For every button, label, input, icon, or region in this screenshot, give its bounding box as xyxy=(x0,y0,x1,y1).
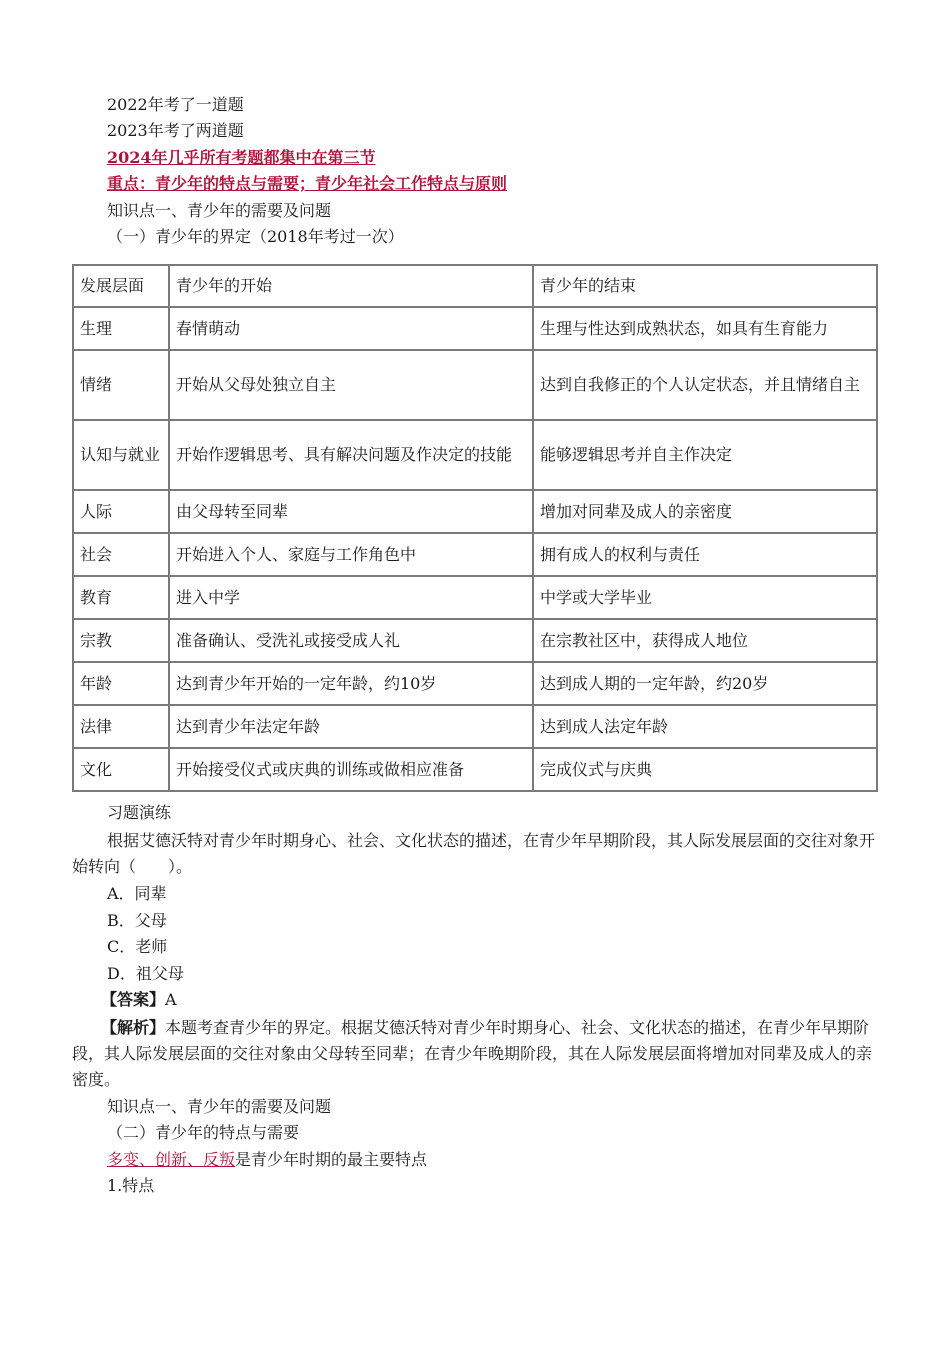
analysis-text: 本题考查青少年的界定。根据艾德沃特对青少年时期身心、社会、文化状态的描述，在青少年早期阶段，其人际发展层面的交往对象由父母转至同辈；在青少年晚期阶段，其在人际发展层面将增加对同辈及成人的亲密度。 xyxy=(72,1018,873,1089)
table-cell: 生理 xyxy=(73,307,169,350)
table-row xyxy=(73,705,877,748)
answer-line xyxy=(101,989,177,1011)
table-cell: 情绪 xyxy=(73,350,169,420)
adolescence-definition-table xyxy=(72,264,878,792)
table-header-cell: 青少年的开始 xyxy=(169,265,533,307)
table-cell: 开始从父母处独立自主 xyxy=(169,350,533,420)
exercise-question: 根据艾德沃特对青少年时期身心、社会、文化状态的描述，在青少年早期阶段，其人际发展层面的交往对象开始转向（ ）。 xyxy=(72,831,876,876)
features-subheading: 1.特点 xyxy=(107,1176,155,1195)
answer-value: A xyxy=(165,990,177,1009)
table-cell: 增加对同辈及成人的亲密度 xyxy=(533,490,877,533)
intro-line-2024-highlight: 2024年几乎所有考题都集中在第三节 xyxy=(107,148,376,167)
table-row xyxy=(73,576,877,619)
table-cell: 中学或大学毕业 xyxy=(533,576,877,619)
table-cell: 年龄 xyxy=(73,662,169,705)
table-cell: 达到自我修正的个人认定状态，并且情绪自主 xyxy=(533,350,877,420)
table-cell: 在宗教社区中，获得成人地位 xyxy=(533,619,877,662)
option-c: C．老师 xyxy=(107,937,168,956)
intro-line-2022: 2022年考了一道题 xyxy=(107,95,244,114)
key-points-highlight: 重点：青少年的特点与需要；青少年社会工作特点与原则 xyxy=(107,174,508,193)
table-row xyxy=(73,533,877,576)
table-row xyxy=(73,307,877,350)
table-row xyxy=(73,350,877,420)
table-cell: 达到青少年开始的一定年龄，约10岁 xyxy=(169,662,533,705)
table-header-cell: 发展层面 xyxy=(73,265,169,307)
table-row xyxy=(73,490,877,533)
table-cell: 法律 xyxy=(73,705,169,748)
table-cell: 文化 xyxy=(73,748,169,791)
table-cell: 能够逻辑思考并自主作决定 xyxy=(533,420,877,490)
features-rest: 是青少年时期的最主要特点 xyxy=(235,1150,428,1169)
table-row xyxy=(73,619,877,662)
intro-line-2023: 2023年考了两道题 xyxy=(107,121,244,140)
table-cell: 认知与就业 xyxy=(73,420,169,490)
table-cell: 进入中学 xyxy=(169,576,533,619)
table-cell: 生理与性达到成熟状态，如具有生育能力 xyxy=(533,307,877,350)
analysis-label: 【解析】 xyxy=(101,1018,166,1037)
table-row xyxy=(73,662,877,705)
table-cell: 春情萌动 xyxy=(169,307,533,350)
features-highlight: 多变、创新、反叛 xyxy=(107,1150,236,1169)
table-cell: 由父母转至同辈 xyxy=(169,490,533,533)
table-cell: 准备确认、受洗礼或接受成人礼 xyxy=(169,619,533,662)
knowledge-point-heading-2: 知识点一、青少年的需要及问题 xyxy=(107,1097,332,1116)
analysis-paragraph xyxy=(72,1015,878,1093)
table-cell: 达到成人期的一定年龄，约20岁 xyxy=(533,662,877,705)
option-a: A．同辈 xyxy=(107,884,167,903)
table-cell: 达到成人法定年龄 xyxy=(533,705,877,748)
table-cell: 完成仪式与庆典 xyxy=(533,748,877,791)
table-cell: 开始作逻辑思考、具有解决问题及作决定的技能 xyxy=(169,420,533,490)
table-cell: 宗教 xyxy=(73,619,169,662)
table-cell: 开始进入个人、家庭与工作角色中 xyxy=(169,533,533,576)
table-header-cell: 青少年的结束 xyxy=(533,265,877,307)
exercise-heading: 习题演练 xyxy=(107,803,172,822)
main-features-line xyxy=(107,1149,427,1171)
table-cell: 开始接受仪式或庆典的训练或做相应准备 xyxy=(169,748,533,791)
table-header-row xyxy=(73,265,877,307)
option-d: D．祖父母 xyxy=(107,964,184,983)
answer-label: 【答案】 xyxy=(101,990,166,1009)
table-cell: 人际 xyxy=(73,490,169,533)
table-cell: 社会 xyxy=(73,533,169,576)
knowledge-point-heading: 知识点一、青少年的需要及问题 xyxy=(107,201,332,220)
subsection-heading-definition: （一）青少年的界定（2018年考过一次） xyxy=(107,227,404,246)
table-cell: 达到青少年法定年龄 xyxy=(169,705,533,748)
subsection-heading-features: （二）青少年的特点与需要 xyxy=(107,1123,300,1142)
option-b: B．父母 xyxy=(107,911,167,930)
table-cell: 教育 xyxy=(73,576,169,619)
table-row xyxy=(73,420,877,490)
table-row xyxy=(73,748,877,791)
table-cell: 拥有成人的权利与责任 xyxy=(533,533,877,576)
